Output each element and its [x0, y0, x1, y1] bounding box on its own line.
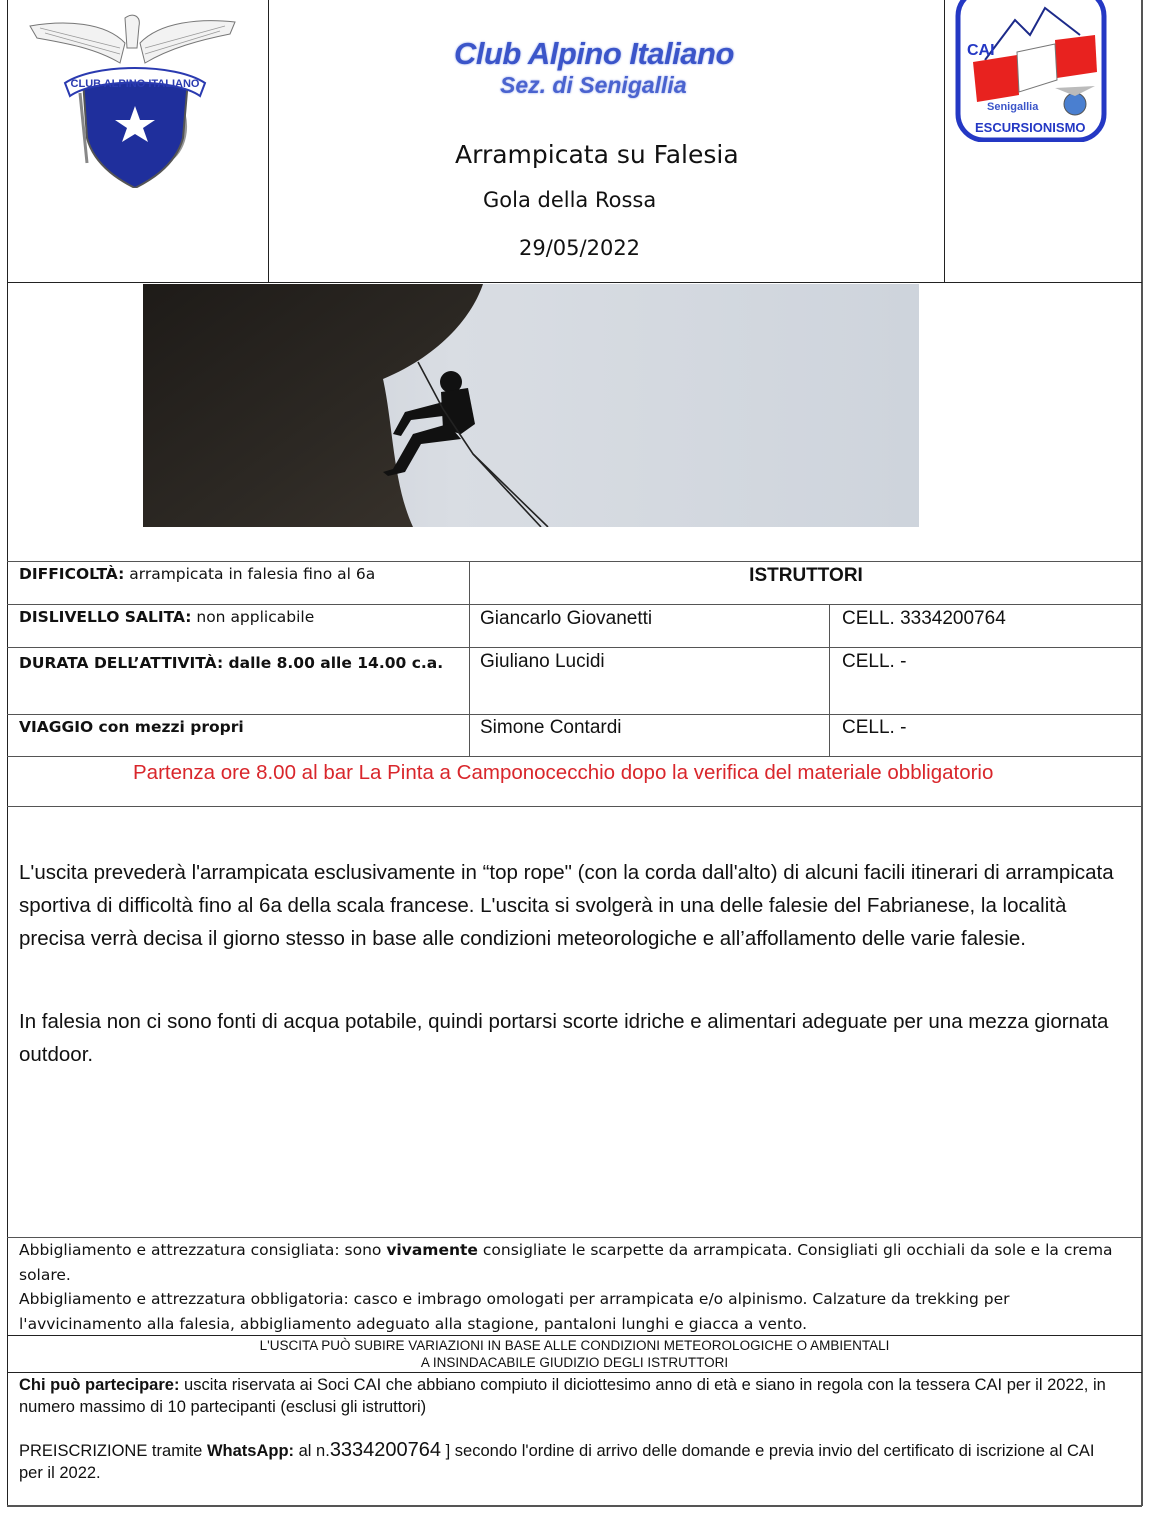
partecipazione-text	[19, 1374, 1134, 1418]
warning-line-2: A INSINDACABILE GIUDIZIO DEGLI ISTRUTTORI	[420, 1355, 729, 1370]
location: Gola della Rossa	[483, 188, 657, 212]
header-bottom-line	[7, 282, 1142, 283]
frame-bottom-line	[7, 1505, 1142, 1507]
durata-cell	[19, 651, 464, 676]
warning-box	[8, 1337, 1141, 1371]
table-row-line-2	[7, 647, 1142, 648]
preiscrizione-body: ] secondo l'ordine di arrivo delle domande e previa invio del certificato di iscrizione al CAI per il 2022.	[19, 1442, 1095, 1482]
whatsapp-label: WhatsApp:	[206, 1442, 295, 1460]
frame-left	[7, 0, 8, 1506]
equipment-consigliata	[19, 1238, 1129, 1287]
table-top-line	[7, 561, 1142, 562]
table-row-line-3	[7, 714, 1142, 715]
istruttore-cell-3: CELL. -	[842, 717, 907, 738]
table-col-divider-2	[829, 604, 830, 756]
difficolta-value: arrampicata in falesia fino al 6a	[124, 565, 376, 583]
logo-senigallia-text: Senigallia	[987, 101, 1039, 113]
cai-eagle-logo	[25, 8, 240, 188]
istruttori-header: ISTRUTTORI	[749, 565, 863, 586]
description-paragraph-1: L'uscita prevederà l'arrampicata esclusivamente in “top rope" (con la corda dall'alto) di alcuni facili itinerari di arrampicata sportiva di difficoltà fino al 6a della scala francese. L'uscita si svolgerà in una delle falesie del Fabrianese, la località precisa verrà decisa il giorno stesso in base alle condizioni meteorologiche e all’affollamento delle varie falesie.	[19, 861, 1114, 950]
istruttore-name-1: Giancarlo Giovanetti	[480, 608, 653, 629]
warning-line-1: L'USCITA PUÒ SUBIRE VARIAZIONI IN BASE ALLE CONDIZIONI METEOROLOGICHE O AMBIENTALI	[259, 1338, 890, 1353]
warning-bottom-line	[7, 1372, 1142, 1373]
consigliata-pre: Abbigliamento e attrezzatura consigliata: sono	[19, 1241, 387, 1259]
logo-cai-text: CAI	[967, 42, 995, 59]
equipment-section	[19, 1238, 1129, 1336]
brand-line-2: Sez. di Senigallia	[500, 72, 687, 98]
viaggio-cell	[19, 718, 464, 736]
logo-escursionismo-text: ESCURSIONISMO	[975, 120, 1086, 135]
event-date: 29/05/2022	[519, 236, 641, 260]
dislivello-value: non applicabile	[191, 608, 315, 626]
whatsapp-number[interactable]: 3334200764	[329, 1439, 442, 1461]
istruttore-name-3: Simone Contardi	[480, 717, 622, 738]
dislivello-label: DISLIVELLO SALITA:	[19, 608, 192, 626]
brand-line-1: Club Alpino Italiano	[454, 36, 734, 71]
equipment-obbligatoria: Abbigliamento e attrezzatura obbligatoria: casco e imbrago omologati per arrampicata e/o alpinismo. Calzature da trekking per l'avvicinamento alla falesia, abbigliamento adeguato alla stagione, pantaloni lunghi e giacca a vento.	[19, 1290, 1010, 1333]
logo-banner-text: CLUB ALPINO ITALIANO	[70, 78, 200, 90]
difficolta-cell	[19, 565, 464, 583]
table-row-line-1	[7, 604, 1142, 605]
dislivello-cell	[19, 608, 464, 626]
istruttore-cell-1: CELL. 3334200764	[842, 608, 1006, 629]
frame-right	[1141, 0, 1143, 1506]
table-bottom-line	[7, 806, 1142, 807]
description-paragraph-2: In falesia non ci sono fonti di acqua potabile, quindi portarsi scorte idriche e alimentari adeguate per una mezza giornata outdoor.	[19, 1010, 1109, 1066]
istruttore-name-2: Giuliano Lucidi	[480, 651, 605, 672]
partecipazione-body: uscita riservata ai Soci CAI che abbiano compiuto il diciottesimo anno di età e siano in regola con la tessera CAI per il 2022, in numero massimo di 10 partecipanti (esclusi gli istruttori)	[19, 1376, 1106, 1416]
table-row-line-4	[7, 756, 1142, 757]
partecipazione-label: Chi può partecipare:	[19, 1376, 180, 1394]
preiscrizione-label: PREISCRIZIONE tramite	[19, 1442, 207, 1460]
table-col-divider-1	[469, 561, 470, 756]
viaggio-label: VIAGGIO con mezzi propri	[19, 718, 244, 736]
preiscrizione-text	[19, 1439, 1109, 1484]
istruttore-cell-2: CELL. -	[842, 651, 907, 672]
consigliata-bold: vivamente	[386, 1241, 478, 1259]
cai-escursionismo-logo	[955, 0, 1107, 142]
difficolta-label: DIFFICOLTÀ:	[19, 565, 125, 583]
header-divider-2	[944, 0, 945, 283]
consigliata-post: consigliate le scarpette da arrampicata. Consigliati gli occhiali da sole e la crema solare.	[19, 1241, 1113, 1284]
warning-top-line	[7, 1335, 1142, 1336]
al-n-label: al n.	[294, 1442, 330, 1460]
header-divider-1	[268, 0, 269, 283]
partenza-note: Partenza ore 8.00 al bar La Pinta a Camponocecchio dopo la verifica del materiale obbligatorio	[133, 761, 994, 784]
page-title: Arrampicata su Falesia	[455, 140, 739, 169]
climber-photo	[143, 284, 919, 527]
durata-label: DURATA DELL’ATTIVITÀ: dalle 8.00 alle 14.00 c.a.	[19, 654, 444, 672]
